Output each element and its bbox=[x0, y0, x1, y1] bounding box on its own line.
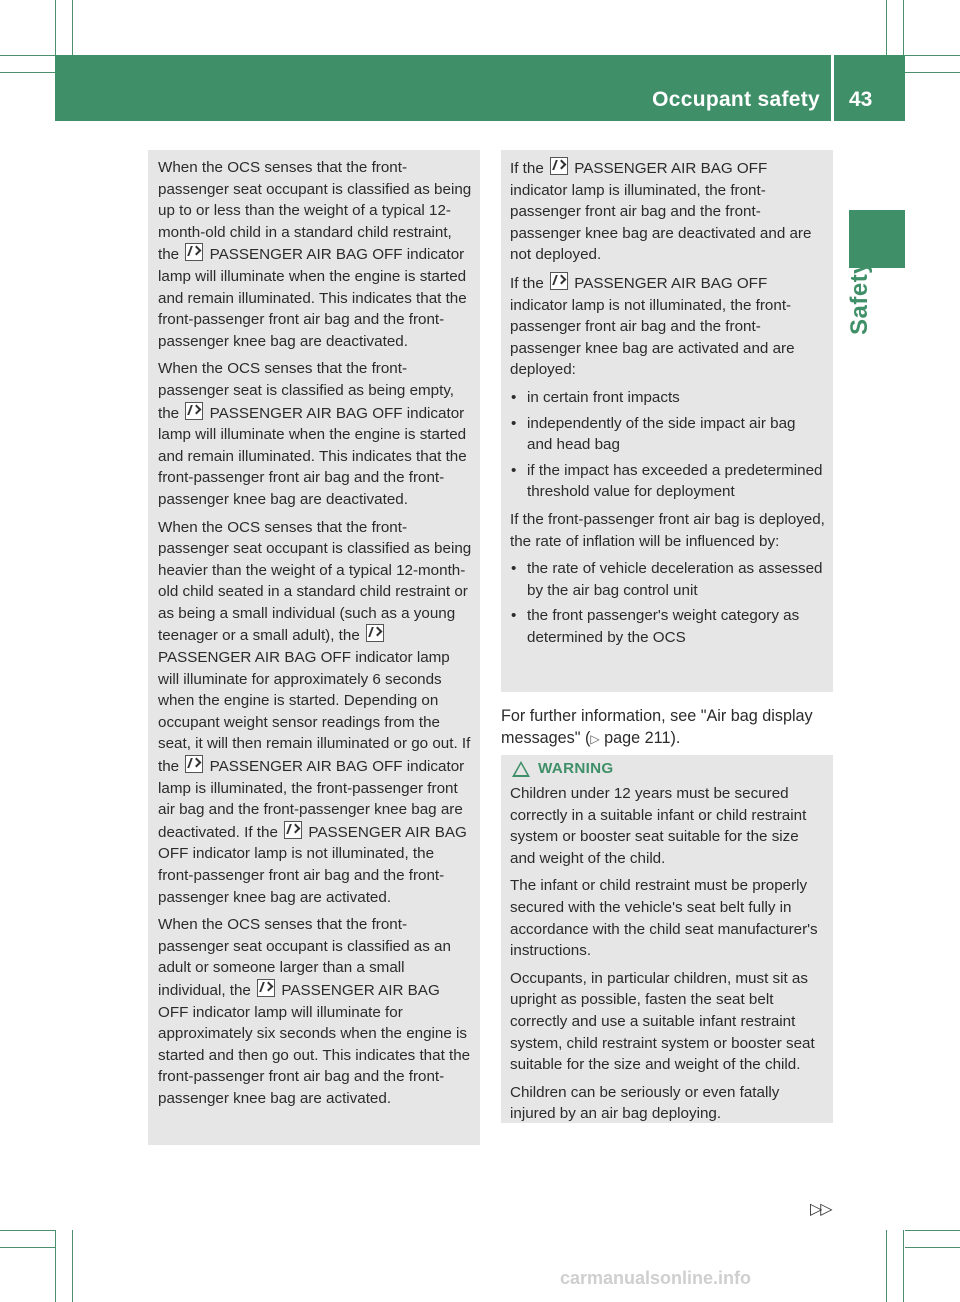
passenger-airbag-off-icon bbox=[257, 979, 275, 997]
crop-mark bbox=[886, 0, 887, 55]
airbag-status-box bbox=[501, 150, 833, 692]
page-number: 43 bbox=[849, 88, 873, 111]
passenger-airbag-off-icon bbox=[284, 821, 302, 839]
crop-mark bbox=[905, 1230, 960, 1231]
crop-mark bbox=[905, 55, 960, 56]
list-item: • if the impact has exceeded a predetermined threshold value for deployment bbox=[511, 461, 823, 501]
passenger-airbag-off-icon bbox=[185, 755, 203, 773]
paragraph: When the OCS senses that the front-passenger seat occupant is classified as being up to or less than the weight of a typical 12-month-old child in a standard child restraint, the PASSENGER AIR BAG OFF indicator lamp will illuminate when the engine is started and remain illuminated. This indicates that the front-passenger front air bag and the front-passenger knee bag are deactivated. bbox=[158, 159, 472, 350]
crop-mark bbox=[55, 0, 56, 55]
crop-mark bbox=[72, 1230, 73, 1302]
passenger-airbag-off-icon bbox=[366, 624, 384, 642]
passenger-airbag-off-icon bbox=[185, 402, 203, 420]
paragraph: The infant or child restraint must be properly secured with the vehicle's seat belt fully in accordance with the child seat manufacturer's instructions. bbox=[510, 877, 818, 960]
paragraph: Children under 12 years must be secured correctly in a suitable infant or child restraint system or booster seat suitable for the size and weight of the child. bbox=[510, 785, 807, 867]
paragraph: For further information, see "Air bag display messages" (▷ page 211). bbox=[501, 707, 813, 747]
warning-box bbox=[501, 755, 833, 1123]
inflation-list bbox=[510, 558, 825, 648]
page-reference[interactable]: page 211). bbox=[604, 729, 681, 747]
passenger-airbag-off-icon bbox=[185, 243, 203, 261]
list-item: • the rate of vehicle deceleration as assessed by the air bag control unit bbox=[511, 560, 823, 599]
page-ref-arrow-icon: ▷ bbox=[590, 732, 600, 746]
paragraph: When the OCS senses that the front-passenger seat is classified as being empty, the PASSENGER AIR BAG OFF indicator lamp will illuminate when the engine is started and remain illuminated. This indicates that the front-passenger front air bag and the front-passenger knee bag are deactivated. bbox=[158, 360, 467, 508]
crop-mark bbox=[905, 1247, 960, 1248]
list-item: • independently of the side impact air bag and head bag bbox=[511, 414, 796, 454]
passenger-airbag-off-icon bbox=[550, 272, 568, 290]
crop-mark bbox=[905, 72, 960, 73]
crop-mark bbox=[903, 1230, 904, 1302]
continue-arrow-icon: ▷▷ bbox=[810, 1201, 831, 1218]
paragraph: When the OCS senses that the front-passenger seat occupant is classified as being heavier than the weight of a typical 12-month-old child seated in a standard child restraint or as being a small individual (such as a young teenager or a small adult), the PASSENGER AIR BAG OFF indicator lamp will illuminate for approximately 6 seconds when the engine is started. Depending on occupant weight sensor readings from the seat, it will then remain illuminated or go out. If the PASSENGER AIR BAG OFF indicator lamp is illuminated, the front-passenger front air bag and the front-passenger knee bag are deactivated. If the PASSENGER AIR BAG OFF indicator lamp is not illuminated, the front-passenger front air bag and the front-passenger knee bag are activated. bbox=[158, 518, 472, 906]
list-item: • in certain front impacts bbox=[511, 388, 680, 406]
crop-mark bbox=[55, 1230, 56, 1302]
header-divider bbox=[831, 55, 834, 121]
warning-label: WARNING bbox=[538, 760, 614, 777]
section-title: Occupant safety bbox=[652, 88, 820, 111]
crop-mark bbox=[0, 1247, 55, 1248]
crop-mark bbox=[886, 1230, 887, 1302]
crop-mark bbox=[72, 0, 73, 55]
chapter-label: Safety bbox=[846, 259, 873, 335]
paragraph: When the OCS senses that the front-passenger seat occupant is classified as an adult or someone larger than a small individual, the PASSENGER AIR BAG OFF indicator lamp will illuminate for approximately six seconds when the engine is started and then go out. This indicates that the front-passenger front air bag and the front-passenger knee bag are activated. bbox=[158, 916, 471, 1107]
passenger-airbag-off-icon bbox=[550, 157, 568, 175]
warning-header bbox=[510, 760, 825, 777]
paragraph: Children can be seriously or even fatally injured by an air bag deploying. bbox=[510, 1083, 780, 1123]
paragraph: Occupants, in particular children, must sit as upright as possible, fasten the seat belt correctly and use a suitable infant restraint system, child restraint system or booster seat suitable for the size and weight of the child. bbox=[510, 969, 815, 1074]
list-item: • the front passenger's weight category as determined by the OCS bbox=[511, 607, 800, 646]
crop-mark bbox=[0, 55, 55, 56]
deployment-list bbox=[510, 387, 825, 503]
paragraph: If the front-passenger front air bag is deployed, the rate of inflation will be influenced by: bbox=[510, 510, 825, 550]
paragraph: If the PASSENGER AIR BAG OFF indicator lamp is illuminated, the front-passenger front air bag and the front-passenger knee bag are deactivated and are not deployed. bbox=[510, 157, 825, 266]
watermark: carmanualsonline.info bbox=[560, 1268, 752, 1288]
crop-mark bbox=[0, 72, 55, 73]
warning-triangle-icon bbox=[512, 761, 530, 777]
crop-mark bbox=[903, 0, 904, 55]
crop-mark bbox=[0, 1230, 55, 1231]
ocs-info-box bbox=[148, 150, 480, 1145]
further-info bbox=[501, 705, 833, 756]
paragraph: If the PASSENGER AIR BAG OFF indicator lamp is not illuminated, the front-passenger front air bag and the front-passenger knee bag are activated and are deployed: bbox=[510, 272, 825, 381]
